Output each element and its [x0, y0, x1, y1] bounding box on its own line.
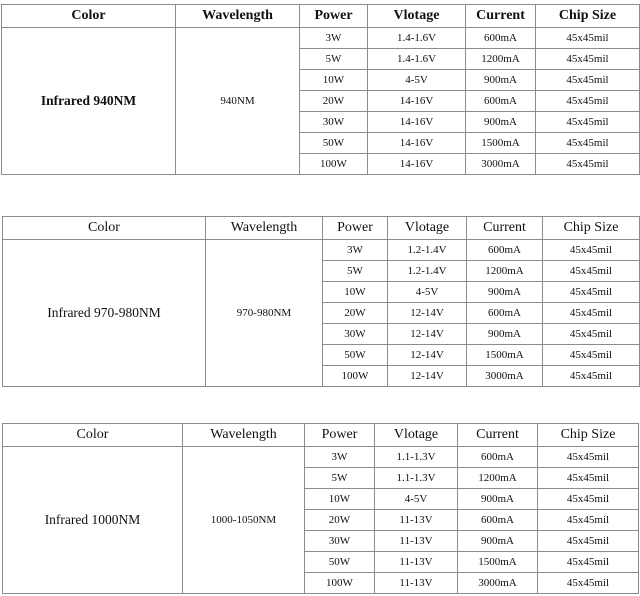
current-cell: 900mA	[467, 324, 543, 345]
power-cell: 10W	[300, 70, 368, 91]
current-cell: 600mA	[458, 447, 538, 468]
power-cell: 100W	[300, 154, 368, 175]
power-cell: 100W	[305, 573, 375, 594]
power-cell: 5W	[300, 49, 368, 70]
chip-size-cell: 45x45mil	[543, 282, 640, 303]
power-cell: 10W	[323, 282, 388, 303]
voltage-cell: 11-13V	[375, 573, 458, 594]
header-power: Power	[305, 424, 375, 447]
color-cell: Infrared 1000NM	[3, 447, 183, 594]
color-cell: Infrared 970-980NM	[3, 240, 206, 387]
power-cell: 5W	[305, 468, 375, 489]
power-cell: 20W	[300, 91, 368, 112]
current-cell: 900mA	[467, 282, 543, 303]
power-cell: 100W	[323, 366, 388, 387]
header-wavelength: Wavelength	[183, 424, 305, 447]
current-cell: 3000mA	[467, 366, 543, 387]
power-cell: 30W	[323, 324, 388, 345]
chip-size-cell: 45x45mil	[538, 573, 639, 594]
current-cell: 600mA	[466, 91, 536, 112]
header-voltage: Vlotage	[375, 424, 458, 447]
spec-table-970-980nm	[2, 216, 640, 387]
voltage-cell: 4-5V	[375, 489, 458, 510]
chip-size-cell: 45x45mil	[543, 366, 640, 387]
header-chip-size: Chip Size	[536, 5, 640, 28]
table-row	[3, 240, 640, 261]
header-chip-size: Chip Size	[538, 424, 639, 447]
current-cell: 1500mA	[458, 552, 538, 573]
header-voltage: Vlotage	[388, 217, 467, 240]
power-cell: 3W	[323, 240, 388, 261]
current-cell: 900mA	[458, 489, 538, 510]
voltage-cell: 12-14V	[388, 324, 467, 345]
voltage-cell: 1.4-1.6V	[368, 49, 466, 70]
current-cell: 3000mA	[458, 573, 538, 594]
header-wavelength: Wavelength	[206, 217, 323, 240]
voltage-cell: 12-14V	[388, 366, 467, 387]
voltage-cell: 11-13V	[375, 531, 458, 552]
voltage-cell: 14-16V	[368, 154, 466, 175]
current-cell: 900mA	[466, 70, 536, 91]
voltage-cell: 1.1-1.3V	[375, 468, 458, 489]
header-power: Power	[300, 5, 368, 28]
power-cell: 20W	[305, 510, 375, 531]
header-row	[3, 217, 640, 240]
power-cell: 20W	[323, 303, 388, 324]
header-wavelength: Wavelength	[176, 5, 300, 28]
header-color: Color	[3, 217, 206, 240]
chip-size-cell: 45x45mil	[538, 531, 639, 552]
voltage-cell: 4-5V	[388, 282, 467, 303]
wavelength-cell: 970-980NM	[206, 240, 323, 387]
voltage-cell: 14-16V	[368, 112, 466, 133]
power-cell: 3W	[300, 28, 368, 49]
chip-size-cell: 45x45mil	[538, 447, 639, 468]
chip-size-cell: 45x45mil	[538, 489, 639, 510]
chip-size-cell: 45x45mil	[536, 154, 640, 175]
table-row	[3, 447, 639, 468]
current-cell: 600mA	[466, 28, 536, 49]
power-cell: 30W	[305, 531, 375, 552]
header-color: Color	[2, 5, 176, 28]
spec-table-1000nm	[2, 423, 639, 594]
power-cell: 50W	[300, 133, 368, 154]
voltage-cell: 1.2-1.4V	[388, 240, 467, 261]
chip-size-cell: 45x45mil	[538, 552, 639, 573]
header-current: Current	[458, 424, 538, 447]
spec-table-940nm	[1, 4, 640, 175]
voltage-cell: 14-16V	[368, 133, 466, 154]
voltage-cell: 4-5V	[368, 70, 466, 91]
power-cell: 50W	[305, 552, 375, 573]
color-cell: Infrared 940NM	[2, 28, 176, 175]
chip-size-cell: 45x45mil	[536, 91, 640, 112]
header-current: Current	[466, 5, 536, 28]
current-cell: 900mA	[466, 112, 536, 133]
current-cell: 1200mA	[467, 261, 543, 282]
current-cell: 3000mA	[466, 154, 536, 175]
current-cell: 1200mA	[458, 468, 538, 489]
header-power: Power	[323, 217, 388, 240]
power-cell: 5W	[323, 261, 388, 282]
header-row	[2, 5, 640, 28]
header-voltage: Vlotage	[368, 5, 466, 28]
power-cell: 50W	[323, 345, 388, 366]
table-row	[2, 28, 640, 49]
voltage-cell: 1.1-1.3V	[375, 447, 458, 468]
current-cell: 600mA	[467, 240, 543, 261]
header-color: Color	[3, 424, 183, 447]
voltage-cell: 1.2-1.4V	[388, 261, 467, 282]
power-cell: 3W	[305, 447, 375, 468]
current-cell: 1500mA	[466, 133, 536, 154]
current-cell: 1200mA	[466, 49, 536, 70]
chip-size-cell: 45x45mil	[536, 49, 640, 70]
chip-size-cell: 45x45mil	[543, 345, 640, 366]
header-row	[3, 424, 639, 447]
voltage-cell: 11-13V	[375, 552, 458, 573]
chip-size-cell: 45x45mil	[536, 133, 640, 154]
wavelength-cell: 940NM	[176, 28, 300, 175]
chip-size-cell: 45x45mil	[538, 468, 639, 489]
power-cell: 30W	[300, 112, 368, 133]
chip-size-cell: 45x45mil	[543, 261, 640, 282]
chip-size-cell: 45x45mil	[538, 510, 639, 531]
header-current: Current	[467, 217, 543, 240]
chip-size-cell: 45x45mil	[543, 240, 640, 261]
power-cell: 10W	[305, 489, 375, 510]
voltage-cell: 12-14V	[388, 303, 467, 324]
current-cell: 900mA	[458, 531, 538, 552]
chip-size-cell: 45x45mil	[536, 28, 640, 49]
chip-size-cell: 45x45mil	[536, 70, 640, 91]
wavelength-cell: 1000-1050NM	[183, 447, 305, 594]
chip-size-cell: 45x45mil	[543, 324, 640, 345]
voltage-cell: 14-16V	[368, 91, 466, 112]
voltage-cell: 12-14V	[388, 345, 467, 366]
chip-size-cell: 45x45mil	[543, 303, 640, 324]
header-chip-size: Chip Size	[543, 217, 640, 240]
current-cell: 600mA	[467, 303, 543, 324]
current-cell: 1500mA	[467, 345, 543, 366]
current-cell: 600mA	[458, 510, 538, 531]
chip-size-cell: 45x45mil	[536, 112, 640, 133]
voltage-cell: 1.4-1.6V	[368, 28, 466, 49]
voltage-cell: 11-13V	[375, 510, 458, 531]
